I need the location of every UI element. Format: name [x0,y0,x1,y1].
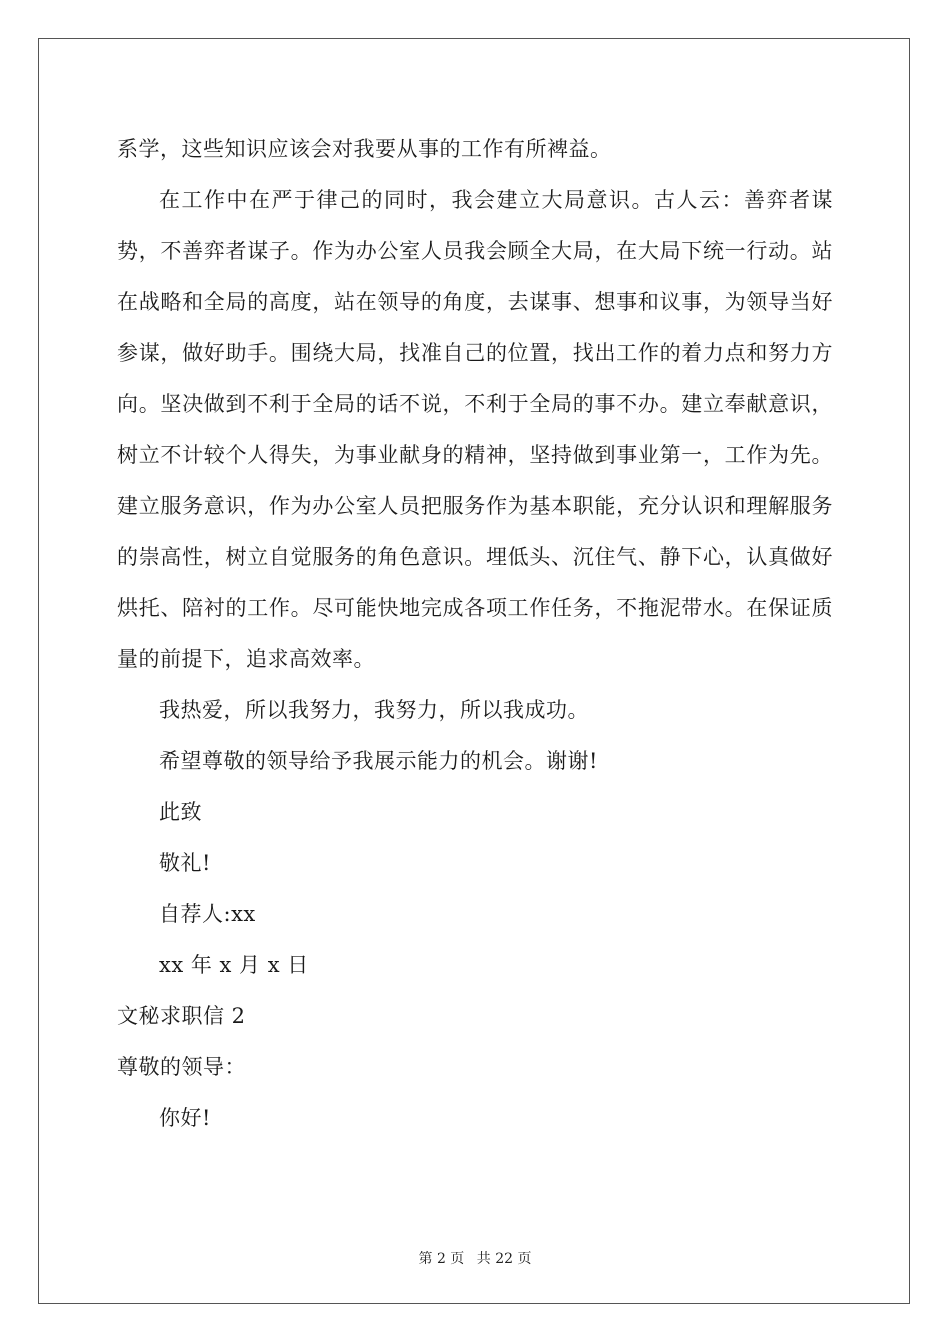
page-number: 第 2 页 [418,1251,465,1267]
paragraph: 希望尊敬的领导给予我展示能力的机会。谢谢! [159,749,598,773]
closing-regards: 敬礼! [159,851,211,875]
date-line: xx 年 x 月 x 日 [159,953,309,977]
page-footer [0,1248,950,1268]
paragraph: 系学，这些知识应该会对我要从事的工作有所裨益。 [117,137,612,161]
closing-salutation: 此致 [159,800,202,824]
paragraph: 在工作中在严于律己的同时，我会建立大局意识。古人云：善弈者谋势，不善弈者谋子。作为办公室人员我会顾全大局，在大局下统一行动。站在战略和全局的高度，站在领导的角度，去谋事、想事和议事，为领导当好参谋，做好助手。围绕大局，找准自己的位置，找出工作的着力点和努力方向。坚决做到不利于全局的话不说，不利于全局的事不办。建立奉献意识，树立不计较个人得失，为事业献身的精神，坚持做到事业第一，工作为先。建立服务意识，作为办公室人员把服务作为基本职能，充分认识和理解服务的崇高性，树立自觉服务的角色意识。埋低头、沉住气、静下心，认真做好烘托、陪衬的工作。尽可能快地完成各项工作任务，不拖泥带水。在保证质量的前提下，追求高效率。 [117,188,833,671]
page-total: 共 22 页 [476,1251,532,1267]
greeting-recipient: 尊敬的领导： [117,1055,246,1079]
section-title: 文秘求职信 2 [117,1004,246,1028]
greeting: 你好! [159,1106,211,1130]
document-body [117,124,833,1144]
signature: 自荐人:xx [159,902,256,926]
paragraph: 我热爱，所以我努力，我努力，所以我成功。 [159,698,589,722]
